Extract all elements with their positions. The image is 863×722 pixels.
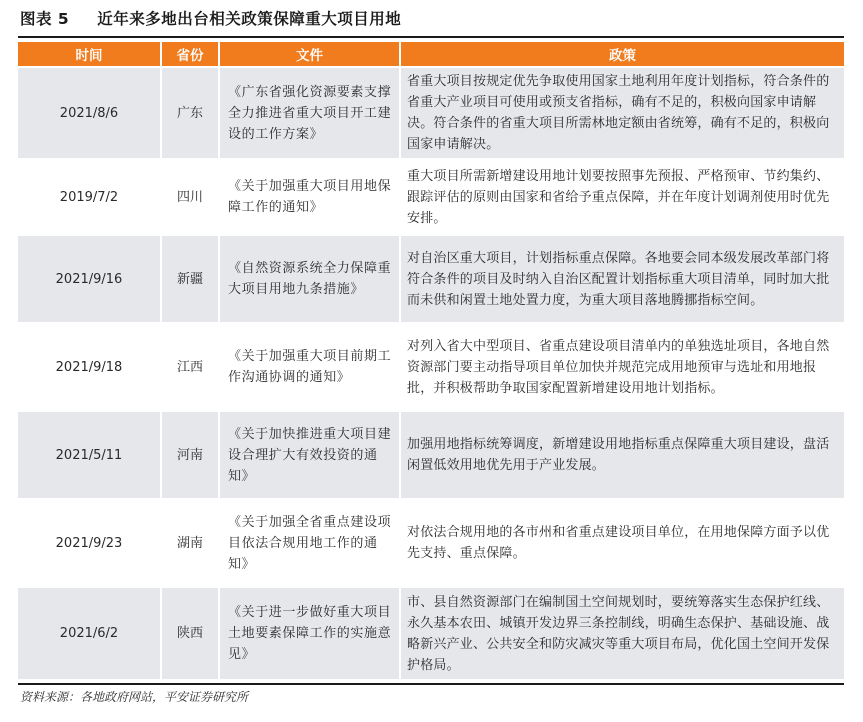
cell-province: 江西 bbox=[161, 323, 219, 411]
cell-province: 四川 bbox=[161, 159, 219, 235]
cell-document: 《关于加强重大项目用地保障工作的通知》 bbox=[219, 159, 400, 235]
table-row bbox=[18, 411, 844, 499]
cell-time: 2021/8/6 bbox=[18, 67, 161, 159]
cell-policy: 省重大项目按规定优先争取使用国家土地利用年度计划指标，符合条件的省重大产业项目可使用或预支省指标，确有不足的，积极向国家申请解决。符合条件的省重大项目所需林地定额由省统筹，确有不足的，积极向国家申请解决。 bbox=[400, 67, 844, 159]
cell-policy: 市、县自然资源部门在编制国土空间规划时，要统筹落实生态保护红线、永久基本农田、城镇开发边界三条控制线，明确生态保护、基础设施、战略新兴产业、公共安全和防灾减灾等重大项目布局，优化国土空间开发保护格局。 bbox=[400, 587, 844, 679]
column-header-province: 省份 bbox=[161, 42, 219, 67]
cell-policy: 对依法合规用地的各市州和省重点建设项目单位，在用地保障方面予以优先支持、重点保障。 bbox=[400, 499, 844, 587]
cell-province: 湖南 bbox=[161, 499, 219, 587]
document-page bbox=[18, 0, 844, 722]
column-header-policy: 政策 bbox=[400, 42, 844, 67]
table-row bbox=[18, 499, 844, 587]
cell-time: 2021/9/16 bbox=[18, 235, 161, 323]
cell-document: 《关于加快推进重大项目建设合理扩大有效投资的通知》 bbox=[219, 411, 400, 499]
cell-time: 2021/6/2 bbox=[18, 587, 161, 679]
policy-table bbox=[18, 42, 844, 679]
cell-province: 广东 bbox=[161, 67, 219, 159]
column-header-document: 文件 bbox=[219, 42, 400, 67]
cell-province: 陕西 bbox=[161, 587, 219, 679]
table-header-row bbox=[18, 42, 844, 67]
cell-time: 2019/7/2 bbox=[18, 159, 161, 235]
cell-document: 《广东省强化资源要素支撑全力推进省重大项目开工建设的工作方案》 bbox=[219, 67, 400, 159]
cell-policy: 加强用地指标统筹调度，新增建设用地指标重点保障重大项目建设，盘活闲置低效用地优先用于产业发展。 bbox=[400, 411, 844, 499]
cell-document: 《关于加强全省重点建设项目依法合规用地工作的通知》 bbox=[219, 499, 400, 587]
table-row bbox=[18, 159, 844, 235]
cell-time: 2021/5/11 bbox=[18, 411, 161, 499]
cell-document: 《关于加强重大项目前期工作沟通协调的通知》 bbox=[219, 323, 400, 411]
cell-document: 《自然资源系统全力保障重大项目用地九条措施》 bbox=[219, 235, 400, 323]
source-note: 资料来源：各地政府网站，平安证券研究所 bbox=[18, 683, 844, 705]
cell-time: 2021/9/23 bbox=[18, 499, 161, 587]
table-row bbox=[18, 67, 844, 159]
table-row bbox=[18, 323, 844, 411]
figure-title-bar bbox=[18, 0, 844, 38]
figure-title: 近年来多地出台相关政策保障重大项目用地 bbox=[97, 10, 402, 28]
table-row bbox=[18, 235, 844, 323]
cell-policy: 重大项目所需新增建设用地计划要按照事先预报、严格预审、节约集约、跟踪评估的原则由国家和省给予重点保障，并在年度计划调剂使用时优先安排。 bbox=[400, 159, 844, 235]
cell-time: 2021/9/18 bbox=[18, 323, 161, 411]
cell-policy: 对列入省大中型项目、省重点建设项目清单内的单独选址项目，各地自然资源部门要主动指导项目单位加快并规范完成用地预审与选址和用地报批，并积极帮助争取国家配置新增建设用地计划指标。 bbox=[400, 323, 844, 411]
cell-document: 《关于进一步做好重大项目土地要素保障工作的实施意见》 bbox=[219, 587, 400, 679]
figure-number: 图表 5 bbox=[20, 10, 70, 28]
cell-province: 河南 bbox=[161, 411, 219, 499]
table-row bbox=[18, 587, 844, 679]
column-header-time: 时间 bbox=[18, 42, 161, 67]
cell-policy: 对自治区重大项目，计划指标重点保障。各地要会同本级发展改革部门将符合条件的项目及时纳入自治区配置计划指标重大项目清单，同时加大批而未供和闲置土地处置力度，为重大项目落地腾挪指标空间。 bbox=[400, 235, 844, 323]
cell-province: 新疆 bbox=[161, 235, 219, 323]
